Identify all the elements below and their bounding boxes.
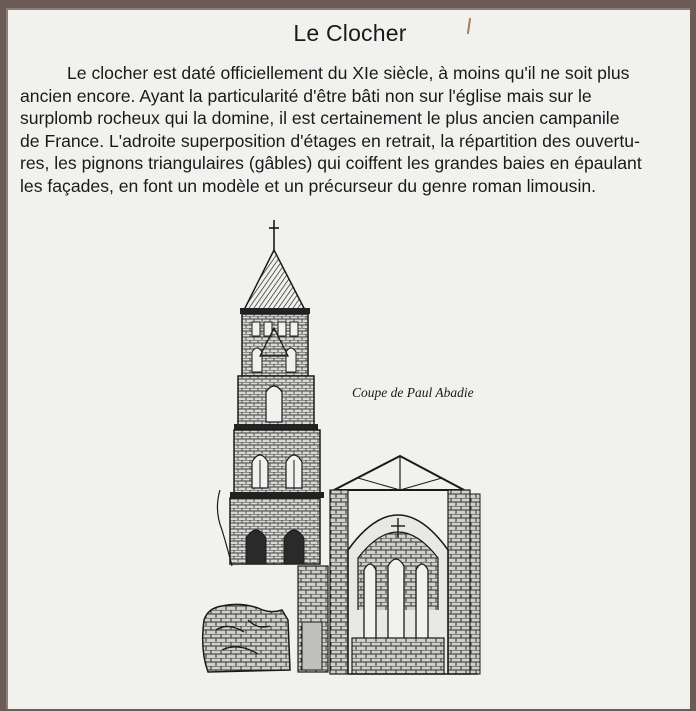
- retaining-wall: [298, 566, 328, 672]
- upper-belfry-stage: [242, 314, 308, 376]
- church-section: [330, 456, 480, 674]
- spire-base: [240, 308, 310, 314]
- illustration-caption: Coupe de Paul Abadie: [352, 385, 474, 400]
- paragraph-line: surplomb rocheux qui la domine, il est certainement le plus ancien campanile: [20, 108, 620, 129]
- tower-base: [217, 490, 320, 566]
- spire-cross: [269, 220, 279, 250]
- rock-outcrop: [203, 604, 290, 672]
- middle-tower-stage: [234, 376, 318, 430]
- paragraph-line: res, les pignons triangulaires (gâbles) qui coiffent les grandes baies en épaulant: [20, 153, 642, 174]
- info-panel: [6, 8, 690, 709]
- paragraph-line: les façades, en font un modèle et un précurseur du genre roman limousin.: [20, 175, 597, 196]
- panel-title: Le Clocher: [293, 20, 407, 46]
- paragraph-line: ancien encore. Ayant la particularité d'être bâti non sur l'église mais sur le: [20, 85, 592, 106]
- bell-tower-illustration: [8, 10, 692, 711]
- lower-tower-stage: [230, 430, 324, 498]
- spire-roof: [243, 250, 306, 312]
- paragraph-line: de France. L'adroite superposition d'étages en retrait, la répartition des ouvertu-: [20, 130, 640, 151]
- paragraph-line: Le clocher est daté officiellement du XIe siècle, à moins qu'il ne soit plus: [67, 63, 630, 83]
